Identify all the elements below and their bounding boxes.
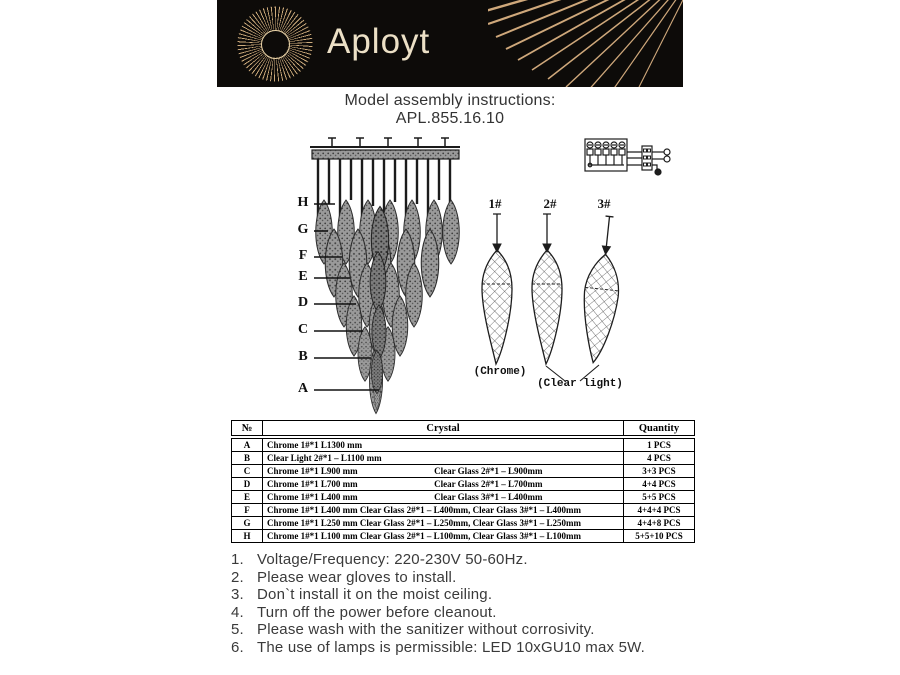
instruction-item	[231, 551, 691, 569]
caption-clear-light: (Clear light)	[537, 378, 623, 390]
sunburst-ring-icon	[261, 30, 290, 59]
instruction-text: Please wear gloves to install.	[257, 568, 457, 586]
page-title: Model assembly instructions:	[344, 92, 556, 109]
parts-table-header	[231, 420, 695, 436]
table-row	[232, 517, 695, 530]
instruction-text: Voltage/Frequency: 220-230V 50-60Hz.	[257, 551, 528, 568]
ceiling-hooks	[328, 138, 449, 147]
caption-chrome: (Chrome)	[473, 366, 527, 378]
instruction-number: 2.	[231, 568, 244, 586]
instruction-item	[231, 621, 691, 639]
tier-label-h: H	[297, 195, 309, 210]
parts-table-body	[231, 438, 695, 543]
table-row	[232, 465, 695, 478]
instruction-number: 3.	[231, 586, 244, 604]
instruction-number: 6.	[231, 638, 244, 656]
row-id: G	[232, 517, 263, 530]
crystal-spec-right: Clear Glass 2#*1 – L900mm	[434, 466, 543, 476]
crystal-spec-right: Clear Glass 3#*1 – L400mm	[434, 492, 543, 502]
tier-label-e: E	[298, 269, 308, 284]
safety-instructions	[231, 551, 691, 657]
tier-label-f: F	[298, 248, 308, 263]
table-row	[232, 452, 695, 465]
crystal-spec-left: Chrome 1#*1 L700 mm	[267, 479, 358, 489]
instruction-number: 4.	[231, 603, 244, 621]
pendant-2-clear	[532, 214, 562, 364]
table-row	[232, 439, 695, 452]
crystal-spec-right: Clear Glass 2#*1 – L700mm	[434, 479, 543, 489]
row-quantity: 1 PCS	[624, 439, 695, 452]
canopy-plate	[312, 150, 459, 159]
col-header-num: №	[232, 421, 263, 436]
instruction-item	[231, 569, 691, 587]
tier-label-g: G	[297, 222, 309, 237]
crystal-spec-left: Chrome 1#*1 L400 mm	[267, 492, 358, 502]
row-id: H	[232, 530, 263, 543]
pendant-label-3: 3#	[597, 196, 611, 211]
instruction-text: The use of lamps is permissible: LED 10xGU10 max 5W.	[257, 638, 646, 656]
tier-label-b: B	[298, 349, 308, 364]
tier-label-c: C	[297, 322, 309, 337]
model-number: APL.855.16.10	[395, 109, 505, 127]
crystal-spec-left: Chrome 1#*1 L100 mm Clear Glass 2#*1 – L100mm, Clear Glass 3#*1 – L100mm	[267, 531, 581, 541]
brand-logo-text: Aployt	[327, 22, 431, 61]
pendant-label-2: 2#	[543, 196, 557, 211]
table-row	[232, 478, 695, 491]
row-quantity: 5+5 PCS	[624, 491, 695, 504]
instruction-text: Turn off the power before cleanout.	[257, 603, 497, 621]
table-row	[232, 504, 695, 517]
row-quantity: 4+4 PCS	[624, 478, 695, 491]
row-id: B	[232, 452, 263, 465]
pendant-1-chrome	[482, 214, 512, 364]
row-quantity: 4+4+8 PCS	[624, 517, 695, 530]
crystal-spec-left: Chrome 1#*1 L1300 mm	[267, 440, 363, 450]
row-id: C	[232, 465, 263, 478]
pendant-label-1: 1#	[488, 196, 502, 211]
col-header-quantity: Quantity	[624, 421, 695, 436]
row-quantity: 3+3 PCS	[624, 465, 695, 478]
instruction-text: Please wash with the sanitizer without corrosivity.	[257, 621, 595, 639]
decorative-rays-icon	[488, 0, 683, 87]
title-block	[217, 92, 683, 127]
pendant-3-clear	[577, 215, 626, 365]
crystal-spec-left: Chrome 1#*1 L250 mm Clear Glass 2#*1 – L250mm, Clear Glass 3#*1 – L250mm	[267, 518, 581, 528]
row-quantity: 4+4+4 PCS	[624, 504, 695, 517]
tier-label-a: A	[297, 381, 309, 396]
wiring-diagram	[578, 132, 690, 184]
row-quantity: 5+5+10 PCS	[624, 530, 695, 543]
row-id: A	[232, 439, 263, 452]
row-id: F	[232, 504, 263, 517]
instruction-item	[231, 586, 691, 604]
table-row	[232, 530, 695, 543]
row-id: D	[232, 478, 263, 491]
chandelier-diagram	[262, 132, 462, 422]
brand-banner	[217, 0, 683, 87]
instruction-item	[231, 639, 691, 657]
row-id: E	[232, 491, 263, 504]
instruction-item	[231, 604, 691, 622]
row-quantity: 4 PCS	[624, 452, 695, 465]
instruction-number: 5.	[231, 621, 244, 639]
table-row	[232, 491, 695, 504]
crystal-spec-left: Clear Light 2#*1 – L1100 mm	[267, 453, 382, 463]
tier-label-d: D	[297, 295, 309, 310]
crystal-spec-left: Chrome 1#*1 L400 mm Clear Glass 2#*1 – L400mm, Clear Glass 3#*1 – L400mm	[267, 505, 581, 515]
instruction-text: Don`t install it on the moist ceiling.	[257, 586, 493, 604]
col-header-crystal: Crystal	[263, 421, 624, 436]
crystal-spec-left: Chrome 1#*1 L900 mm	[267, 466, 358, 476]
instruction-number: 1.	[231, 551, 244, 568]
